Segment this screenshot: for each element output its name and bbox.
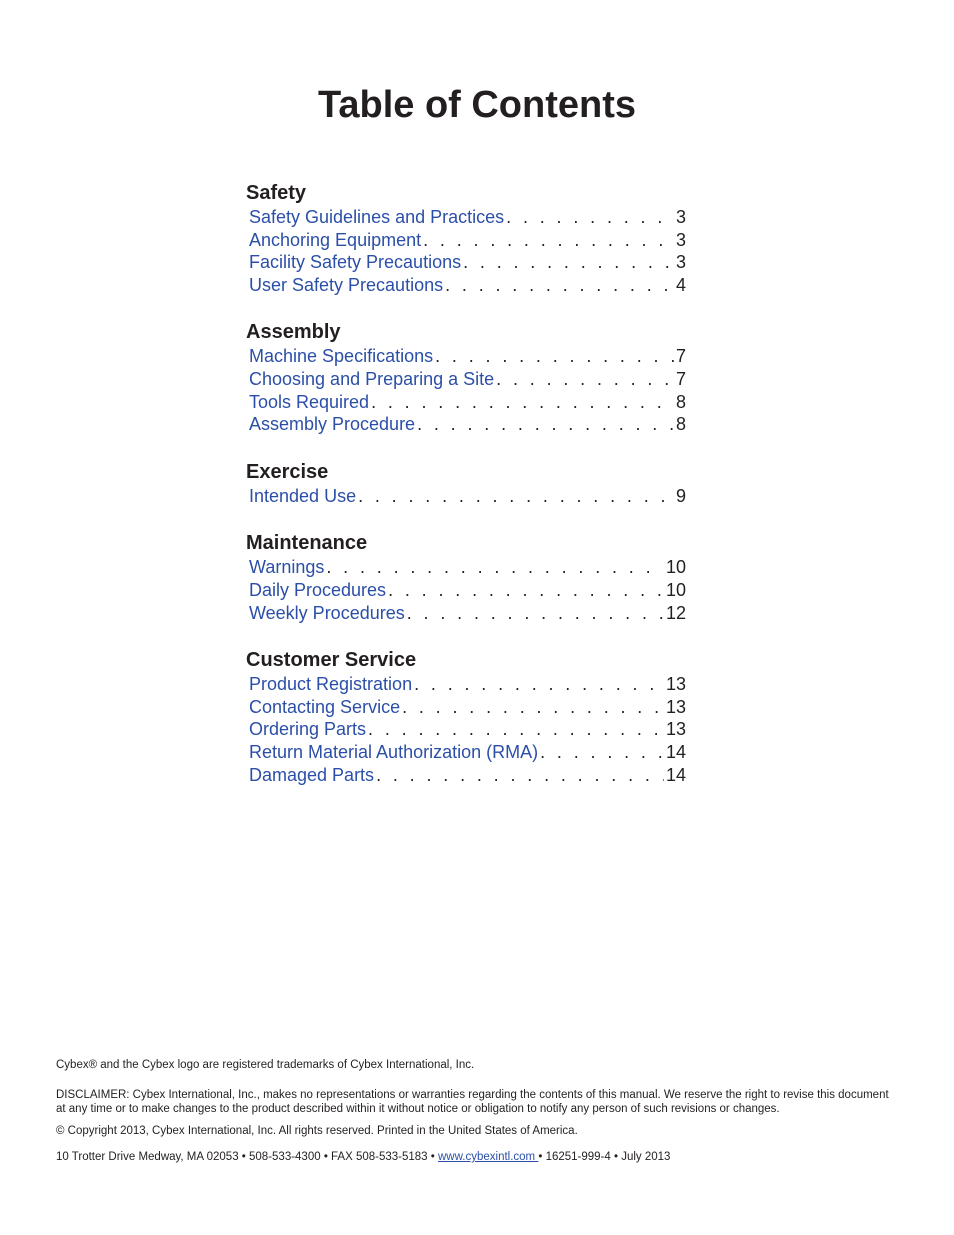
toc-entry-label[interactable]: Machine Specifications: [249, 346, 434, 367]
toc-entry-page: 14: [665, 741, 686, 762]
toc-entry-label[interactable]: Product Registration: [249, 674, 413, 695]
toc-entry[interactable]: [246, 485, 686, 508]
toc-section: [246, 530, 686, 624]
toc-entry-label[interactable]: Weekly Procedures: [249, 602, 405, 623]
toc-section: [246, 180, 686, 296]
toc-entry-page: 12: [665, 602, 686, 623]
toc-entry-page: 8: [675, 414, 686, 435]
section-title: Assembly: [246, 321, 341, 344]
dot-leader: [496, 368, 674, 391]
toc-entry[interactable]: [246, 413, 686, 436]
toc-entry[interactable]: [246, 764, 686, 787]
toc-entry[interactable]: [246, 391, 686, 414]
dot-leader: [326, 556, 664, 579]
toc-entry-page: 8: [675, 391, 686, 412]
toc-entry[interactable]: [246, 579, 686, 602]
trademark-notice: Cybex® and the Cybex logo are registered trademarks of Cybex International, Inc.: [56, 1059, 475, 1071]
toc-entry-page: 9: [675, 485, 686, 506]
toc-entry[interactable]: [246, 251, 686, 274]
toc-entry[interactable]: [246, 718, 686, 741]
toc-entry[interactable]: [246, 602, 686, 625]
toc-entry-label[interactable]: Intended Use: [249, 485, 357, 506]
table-of-contents: [246, 180, 686, 809]
dot-leader: [358, 485, 674, 508]
dot-leader: [506, 206, 674, 229]
toc-entry-label[interactable]: Return Material Authorization (RMA): [249, 741, 539, 762]
dot-leader: [371, 391, 674, 414]
dot-leader: [540, 741, 664, 764]
dot-leader: [417, 413, 674, 436]
toc-section: [246, 319, 686, 435]
disclaimer-text: DISCLAIMER: Cybex International, Inc., makes no representations or warranties regarding the contents of this manual. We reserve the right to revise this document at any time or to make changes to the product described within it without notice or obligation to notify any person of such revisions or changes.: [56, 1089, 889, 1115]
toc-section: [246, 459, 686, 508]
toc-entry-page: 3: [675, 229, 686, 250]
toc-entry-label[interactable]: Damaged Parts: [249, 764, 375, 785]
toc-section: [246, 647, 686, 786]
toc-entry-page: 3: [675, 252, 686, 273]
toc-entry[interactable]: [246, 274, 686, 297]
toc-entry-label[interactable]: Tools Required: [249, 391, 370, 412]
toc-entry-page: 13: [665, 696, 686, 717]
toc-entry-label[interactable]: Warnings: [249, 557, 325, 578]
toc-entry-label[interactable]: Choosing and Preparing a Site: [249, 368, 495, 389]
dot-leader: [463, 251, 674, 274]
toc-entry-page: 10: [665, 557, 686, 578]
toc-entry-label[interactable]: Assembly Procedure: [249, 414, 416, 435]
address-suffix: • 16251-999-4 • July 2013: [538, 1151, 671, 1163]
toc-entry[interactable]: [246, 345, 686, 368]
dot-leader: [368, 718, 664, 741]
toc-entry[interactable]: [246, 368, 686, 391]
dot-leader: [402, 696, 664, 719]
toc-entry-page: 10: [665, 579, 686, 600]
toc-entry-label[interactable]: Anchoring Equipment: [249, 229, 422, 250]
dot-leader: [435, 345, 674, 368]
toc-entry[interactable]: [246, 229, 686, 252]
toc-entry-page: 4: [675, 274, 686, 295]
page-title: Table of Contents: [317, 84, 637, 126]
toc-entry-label[interactable]: Facility Safety Precautions: [249, 252, 462, 273]
toc-entry[interactable]: [246, 696, 686, 719]
section-title: Safety: [246, 182, 307, 204]
dot-leader: [376, 764, 664, 787]
toc-entry-page: 7: [675, 368, 686, 389]
toc-entry[interactable]: [246, 206, 686, 229]
dot-leader: [388, 579, 664, 602]
toc-entry-label[interactable]: Daily Procedures: [249, 579, 387, 600]
address-prefix: 10 Trotter Drive Medway, MA 02053 • 508-533-4300 • FAX 508-533-5183 •: [56, 1151, 438, 1163]
website-link[interactable]: www.cybexintl.com: [438, 1151, 539, 1163]
toc-entry[interactable]: [246, 741, 686, 764]
dot-leader: [445, 274, 674, 297]
footer: [56, 1058, 896, 1164]
section-title: Exercise: [246, 460, 329, 483]
toc-entry[interactable]: [246, 556, 686, 579]
toc-entry-page: 7: [675, 346, 686, 367]
toc-entry-label[interactable]: Contacting Service: [249, 696, 401, 717]
copyright-notice: © Copyright 2013, Cybex International, Inc. All rights reserved. Printed in the United States of America.: [56, 1125, 578, 1137]
toc-entry-page: 13: [665, 719, 686, 740]
dot-leader: [414, 673, 664, 696]
dot-leader: [407, 602, 664, 625]
toc-entry-label[interactable]: Safety Guidelines and Practices: [249, 207, 505, 227]
section-title: Customer Service: [246, 649, 417, 672]
dot-leader: [423, 229, 674, 252]
address-line: [56, 1150, 896, 1164]
section-title: Maintenance: [246, 532, 368, 555]
toc-entry-label[interactable]: User Safety Precautions: [249, 274, 444, 295]
toc-entry-page: 14: [665, 764, 686, 785]
toc-entry[interactable]: [246, 673, 686, 696]
toc-entry-page: 13: [665, 674, 686, 695]
toc-entry-label[interactable]: Ordering Parts: [249, 719, 367, 740]
toc-entry-page: 3: [675, 207, 686, 227]
